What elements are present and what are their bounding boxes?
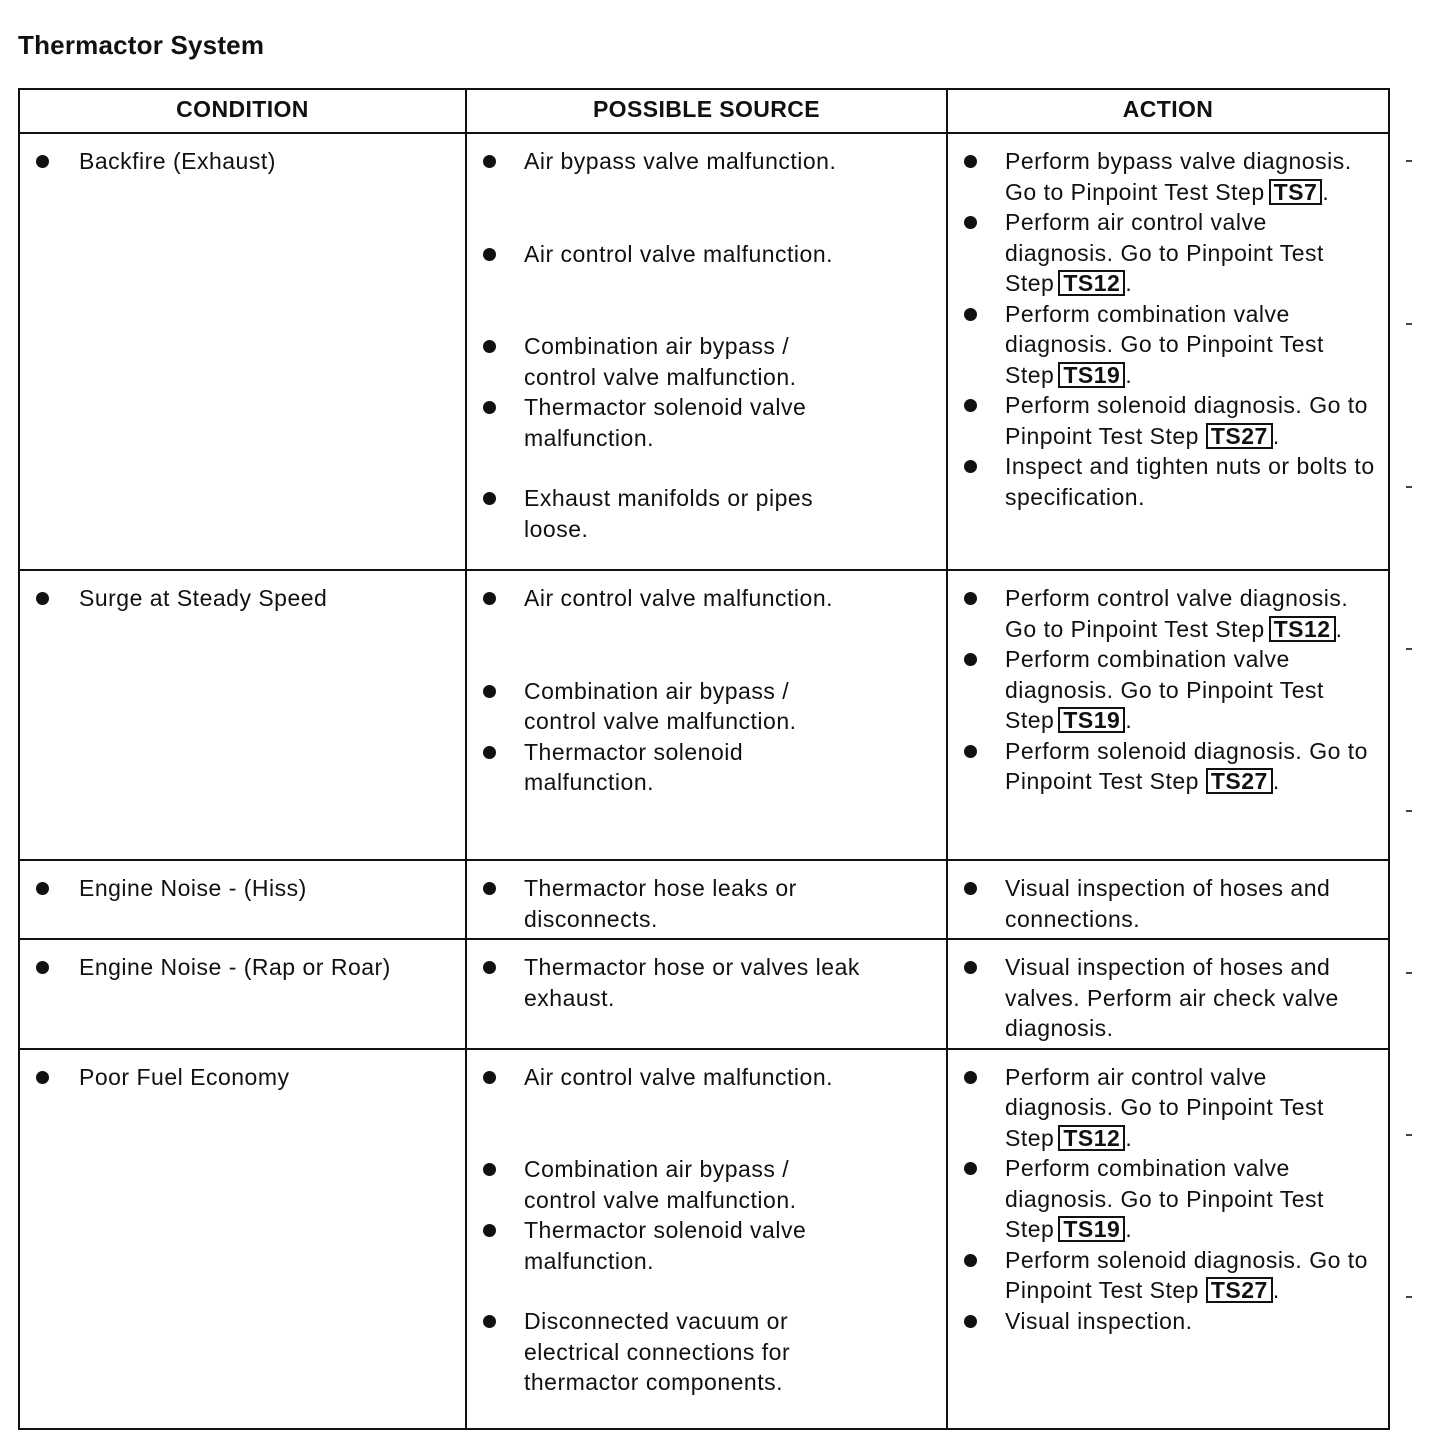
source-item: Thermactor solenoid valve malfunction. (524, 394, 807, 451)
bullet-icon (964, 592, 977, 605)
bullet-icon (483, 492, 496, 505)
table-row-hiss (19, 860, 1389, 939)
source-item: Thermactor solenoid malfunction. (524, 738, 744, 795)
table-row-fuel (19, 1049, 1389, 1429)
action-cell (947, 1049, 1389, 1429)
action-item: Inspect and tighten nuts or bolts to specification. (1005, 453, 1375, 510)
source-item: Air control valve malfunction. (524, 585, 834, 611)
bullet-icon (483, 961, 496, 974)
action-item: Perform combination valve diagnosis. Go to Pinpoint Test Step TS19 . (1005, 1155, 1324, 1242)
condition-text: Surge at Steady Speed (79, 585, 328, 611)
bullet-icon (36, 961, 49, 974)
step-ref: TS12 (1058, 270, 1125, 296)
source-cell (466, 1049, 947, 1429)
action-text: Perform control valve diagnosis. Go to Pinpoint Test Step (1005, 585, 1349, 642)
bullet-icon (36, 882, 49, 895)
source-header: POSSIBLE SOURCE (466, 89, 947, 133)
step-ref: TS12 (1058, 1125, 1125, 1151)
source-item: Combination air bypass / control valve malfunction. (524, 333, 797, 390)
source-item: Thermactor solenoid valve malfunction. (524, 1217, 807, 1274)
source-item: Exhaust manifolds or pipes loose. (524, 485, 814, 542)
bullet-icon (36, 155, 49, 168)
step-ref: TS27 (1206, 1277, 1273, 1303)
source-item: Air control valve malfunction. (524, 240, 834, 267)
bullet-icon (964, 216, 977, 229)
step-ref: TS7 (1269, 179, 1323, 205)
step-ref: TS27 (1206, 423, 1273, 449)
scan-mark (1406, 486, 1412, 488)
bullet-icon (483, 685, 496, 698)
step-ref: TS19 (1058, 707, 1125, 733)
source-cell (466, 860, 947, 939)
bullet-icon (964, 882, 977, 895)
condition-cell (19, 1049, 466, 1429)
condition-cell (19, 939, 466, 1049)
action-item: Visual inspection. (1005, 1307, 1193, 1334)
action-text: Perform solenoid diagnosis. Go to Pinpoint Test Step (1005, 737, 1368, 794)
bullet-icon (964, 1315, 977, 1328)
bullet-icon (483, 248, 496, 261)
condition-text: Engine Noise - (Rap or Roar) (79, 954, 391, 980)
action-header: ACTION (947, 89, 1389, 133)
action-text: Perform combination valve diagnosis. Go to Pinpoint Test Step (1005, 1155, 1324, 1242)
source-item: Combination air bypass / control valve malfunction. (524, 677, 797, 734)
condition-text: Poor Fuel Economy (79, 1063, 290, 1090)
source-cell (466, 570, 947, 860)
action-item: Perform air control valve diagnosis. Go to Pinpoint Test Step TS12 . (1005, 1063, 1324, 1151)
action-cell (947, 939, 1389, 1049)
scan-mark (1406, 1134, 1412, 1136)
condition-cell (19, 570, 466, 860)
source-item: Thermactor hose leaks or disconnects. (524, 875, 797, 932)
condition-header: CONDITION (19, 89, 466, 133)
bullet-icon (964, 399, 977, 412)
scan-mark (1406, 648, 1412, 650)
bullet-icon (964, 155, 977, 168)
step-ref: TS19 (1058, 1216, 1125, 1242)
source-item: Thermactor hose or valves leak exhaust. (524, 954, 860, 1011)
source-item: Air bypass valve malfunction. (524, 148, 837, 174)
action-item: Visual inspection of hoses and valves. Perform air check valve diagnosis. (1005, 954, 1339, 1041)
condition-text: Backfire (Exhaust) (79, 148, 276, 174)
scan-mark (1406, 972, 1412, 974)
bullet-icon (483, 1071, 496, 1084)
bullet-icon (964, 460, 977, 473)
bullet-icon (964, 1162, 977, 1175)
step-ref: TS12 (1269, 616, 1336, 642)
bullet-icon (964, 961, 977, 974)
bullet-icon (36, 592, 49, 605)
action-text: Perform solenoid diagnosis. Go to Pinpoint Test Step (1005, 1246, 1368, 1303)
table-row-rap (19, 939, 1389, 1049)
condition-text: Engine Noise - (Hiss) (79, 875, 307, 901)
diagnosis-table (18, 88, 1390, 1430)
action-cell (947, 570, 1389, 860)
action-item: Perform air control valve diagnosis. Go to Pinpoint Test Step TS12 . (1005, 209, 1324, 296)
bullet-icon (483, 340, 496, 353)
bullet-icon (483, 401, 496, 414)
bullet-icon (483, 882, 496, 895)
scan-mark (1406, 160, 1412, 162)
action-text: Perform air control valve diagnosis. Go to Pinpoint Test Step (1005, 209, 1324, 296)
bullet-icon (36, 1071, 49, 1084)
page-title: Thermactor System (18, 30, 265, 60)
action-item: Perform solenoid diagnosis. Go to Pinpoint Test Step TS27 . (1005, 1246, 1368, 1303)
action-item: Perform bypass valve diagnosis. Go to Pinpoint Test Step TS7 . (1005, 148, 1352, 205)
source-cell (466, 939, 947, 1049)
bullet-icon (483, 1163, 496, 1176)
bullet-icon (483, 1224, 496, 1237)
action-text: Perform combination valve diagnosis. Go to Pinpoint Test Step (1005, 300, 1324, 388)
action-item: Perform solenoid diagnosis. Go to Pinpoint Test Step TS27 . (1005, 392, 1368, 449)
bullet-icon (964, 653, 977, 666)
step-ref: TS19 (1058, 362, 1125, 388)
bullet-icon (964, 745, 977, 758)
bullet-icon (964, 1254, 977, 1267)
action-text: Perform solenoid diagnosis. Go to Pinpoint Test Step (1005, 392, 1368, 449)
bullet-icon (964, 1071, 977, 1084)
step-ref: TS27 (1206, 768, 1273, 794)
source-item: Disconnected vacuum or electrical connections for thermactor components. (524, 1308, 791, 1395)
condition-cell (19, 133, 466, 570)
action-cell (947, 133, 1389, 570)
scan-mark (1406, 1296, 1412, 1298)
bullet-icon (483, 592, 496, 605)
bullet-icon (964, 308, 977, 321)
action-item: Perform solenoid diagnosis. Go to Pinpoint Test Step TS27 . (1005, 737, 1368, 794)
table-row-surge (19, 570, 1389, 860)
action-text: Perform air control valve diagnosis. Go to Pinpoint Test Step (1005, 1063, 1324, 1151)
action-item: Visual inspection of hoses and connections. (1005, 875, 1331, 932)
action-item: Perform combination valve diagnosis. Go to Pinpoint Test Step TS19 . (1005, 300, 1324, 388)
action-item: Perform combination valve diagnosis. Go to Pinpoint Test Step TS19 . (1005, 646, 1324, 733)
source-item: Air control valve malfunction. (524, 1063, 834, 1090)
bullet-icon (483, 1315, 496, 1328)
header-row (19, 89, 1389, 133)
bullet-icon (483, 155, 496, 168)
action-cell (947, 860, 1389, 939)
scan-mark (1406, 810, 1412, 812)
action-text: Perform bypass valve diagnosis. Go to Pinpoint Test Step (1005, 148, 1352, 205)
action-item: Perform control valve diagnosis. Go to Pinpoint Test Step TS12 . (1005, 585, 1349, 642)
action-text: Perform combination valve diagnosis. Go to Pinpoint Test Step (1005, 646, 1324, 733)
source-item: Combination air bypass / control valve malfunction. (524, 1156, 797, 1213)
scan-mark (1406, 323, 1412, 325)
condition-cell (19, 860, 466, 939)
table-row-backfire (19, 133, 1389, 570)
source-cell (466, 133, 947, 570)
bullet-icon (483, 746, 496, 759)
